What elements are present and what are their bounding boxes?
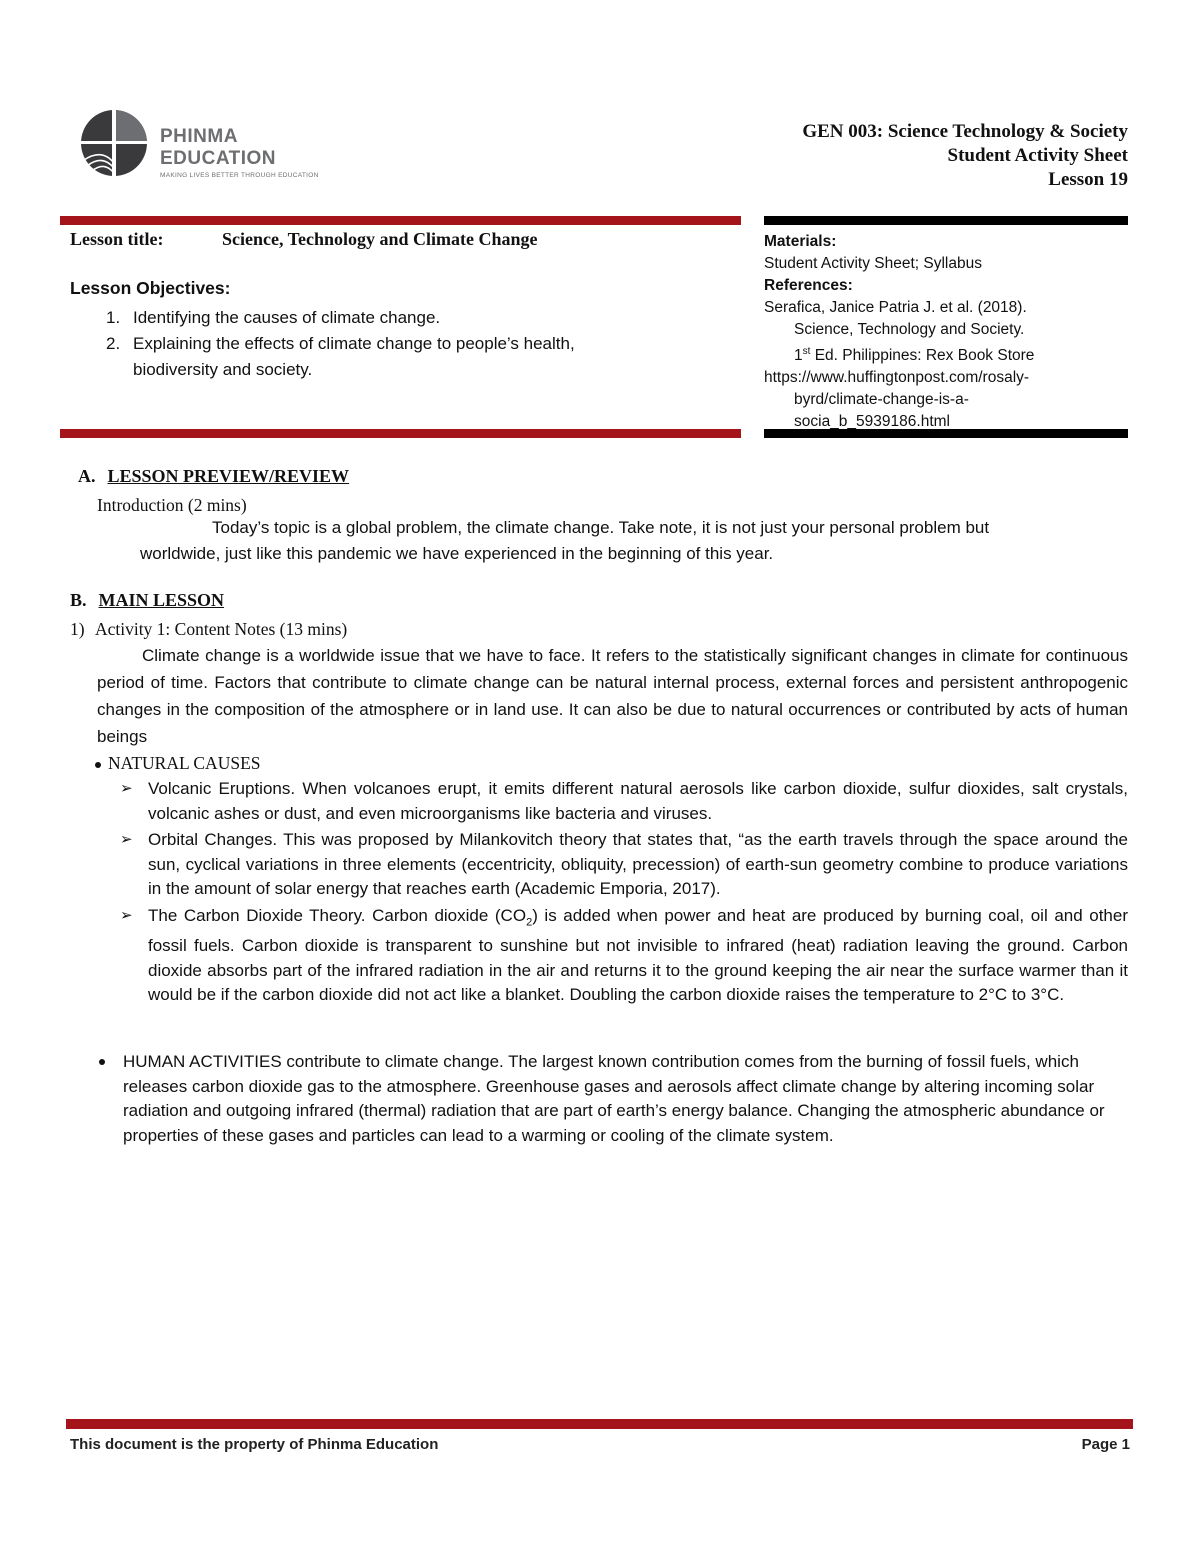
activity-number: 1) <box>70 619 85 639</box>
intro-label: Introduction (2 mins) <box>97 495 247 515</box>
reference-link[interactable]: socia_b_5939186.html <box>794 413 950 431</box>
natural-cause-text: Volcanic Eruptions. When volcanoes erupt, it emits different natural aerosols like carbon dioxide, sulfur dioxides, salt crystals, volcanic ashes or dust, and even microorganisms like bacteria and viruses. <box>148 779 1128 823</box>
arrow-bullet-icon: ➢ <box>120 780 133 797</box>
arrow-bullet-icon: ➢ <box>120 831 133 848</box>
lesson-title: Science, Technology and Climate Change <box>222 229 538 249</box>
intro-line-2: worldwide, just like this pandemic we have experienced in the beginning of this year. <box>140 544 774 563</box>
co2-text-post: ) is added when power and heat are produced by burning coal, oil and other fossil fuels. Carbon dioxide is transparent to sunshine but not invisible to infrared (heat) radiation leaving the ground. Carbon dioxide absorbs part of the infrared radiation in the air and returns it to the ground keeping the air near the surface warmer than it would be if the carbon dioxide did not act like a blanket. Doubling the carbon dioxide raises the temperature to 2°C to 3°C. <box>148 905 1129 1005</box>
objective-number: 2. <box>106 334 121 353</box>
co2-subscript: 2 <box>526 915 533 928</box>
main-paragraph: Climate change is a worldwide issue that we have to face. It refers to the statistically significant changes in climate for continuous period of time. Factors that contribute to climate change can be natural internal process, external forces and persistent anthropogenic changes in the composition of the atmosphere or in land use. It can also be due to natural occurrences or contributed by acts of human beings <box>97 646 1128 746</box>
natural-cause-text: Orbital Changes. This was proposed by Milankovitch theory that states that, “as the earth travels through the space around the sun, cyclical variations in three elements (eccentricity, obliquity, precession) of earth-sun geometry combine to produce variations in the amount of solar energy that reaches earth (Academic Emporia, 2017). <box>148 830 1128 898</box>
objectives-list <box>106 305 726 383</box>
section-title: LESSON PREVIEW/REVIEW <box>107 466 350 486</box>
sheet-title: Student Activity Sheet <box>947 145 1128 166</box>
natural-causes-label: NATURAL CAUSES <box>108 753 261 773</box>
list-item <box>106 305 726 331</box>
phinma-logo-icon <box>74 108 156 178</box>
reference-link[interactable]: byrd/climate-change-is-a- <box>794 391 969 409</box>
objective-text: Explaining the effects of climate change to people’s health, <box>133 334 575 353</box>
intro-line-1: Today’s topic is a global problem, the climate change. Take note, it is not just your personal problem but <box>212 518 990 537</box>
objective-number: 1. <box>106 308 121 327</box>
reference-edition <box>764 341 1124 367</box>
logo-tagline: MAKING LIVES BETTER THROUGH EDUCATION <box>160 172 319 179</box>
materials-label: Materials: <box>764 233 837 250</box>
page-number: Page 1 <box>1081 1436 1130 1453</box>
bullet-icon <box>99 1059 105 1065</box>
objective-text: Identifying the causes of climate change. <box>133 308 441 327</box>
edition-suffix: st <box>802 346 811 357</box>
human-activities-text: HUMAN ACTIVITIES contribute to climate change. The largest known contribution comes from the burning of fossil fuels, which releases carbon dioxide gas to the atmosphere. Greenhouse gases and aerosols affect climate change by altering incoming solar radiation and outgoing infrared (thermal) radiation that are part of earth’s energy balance. Changing the atmospheric abundance or properties of these gases and particles can lead to a warming or cooling of the climate system. <box>123 1052 1105 1145</box>
course-title: GEN 003: Science Technology & Society <box>802 121 1128 142</box>
materials-panel <box>764 231 1124 433</box>
bullet-icon <box>95 762 101 768</box>
section-b-heading <box>70 590 224 611</box>
section-letter: B. <box>70 590 87 610</box>
logo-name: PHINMA EDUCATION <box>160 126 277 169</box>
natural-causes-list <box>120 777 1128 1008</box>
phinma-logo <box>74 108 344 178</box>
list-item <box>120 904 1128 1008</box>
top-black-bar <box>764 216 1128 225</box>
reference-line: Serafica, Janice Patria J. et al. (2018). <box>764 299 1027 316</box>
reference-link[interactable]: https://www.huffingtonpost.com/rosaly- <box>764 369 1030 387</box>
objectives-label: Lesson Objectives: <box>70 278 231 298</box>
document-header <box>802 120 1128 192</box>
lesson-number: Lesson 19 <box>1048 169 1128 190</box>
lesson-title-label: Lesson title: <box>70 229 164 249</box>
footer-property-text: This document is the property of Phinma Education <box>70 1436 439 1453</box>
list-item <box>120 777 1128 826</box>
co2-text-pre: The Carbon Dioxide Theory. Carbon dioxide (CO <box>148 905 527 925</box>
activity-title: Activity 1: Content Notes (13 mins) <box>94 619 348 639</box>
natural-causes-heading <box>95 750 261 776</box>
materials-text: Student Activity Sheet; Syllabus <box>764 255 982 272</box>
footer-red-bar <box>66 1419 1133 1429</box>
references-label: References: <box>764 277 853 294</box>
section-a-heading <box>78 466 349 487</box>
edition-number: 1 <box>794 347 803 365</box>
reference-line: Science, Technology and Society. <box>794 321 1025 338</box>
arrow-bullet-icon: ➢ <box>120 906 133 924</box>
edition-text: Ed. Philippines: Rex Book Store <box>810 347 1035 365</box>
top-red-bar <box>60 216 741 225</box>
section-letter: A. <box>78 466 96 486</box>
bottom-red-bar <box>60 429 741 438</box>
section-title: MAIN LESSON <box>98 590 225 610</box>
objective-text-cont: biodiversity and society. <box>133 360 313 379</box>
human-activities-item <box>95 1050 1135 1148</box>
activity-line <box>70 616 347 642</box>
list-item <box>106 331 726 383</box>
list-item <box>120 828 1128 902</box>
